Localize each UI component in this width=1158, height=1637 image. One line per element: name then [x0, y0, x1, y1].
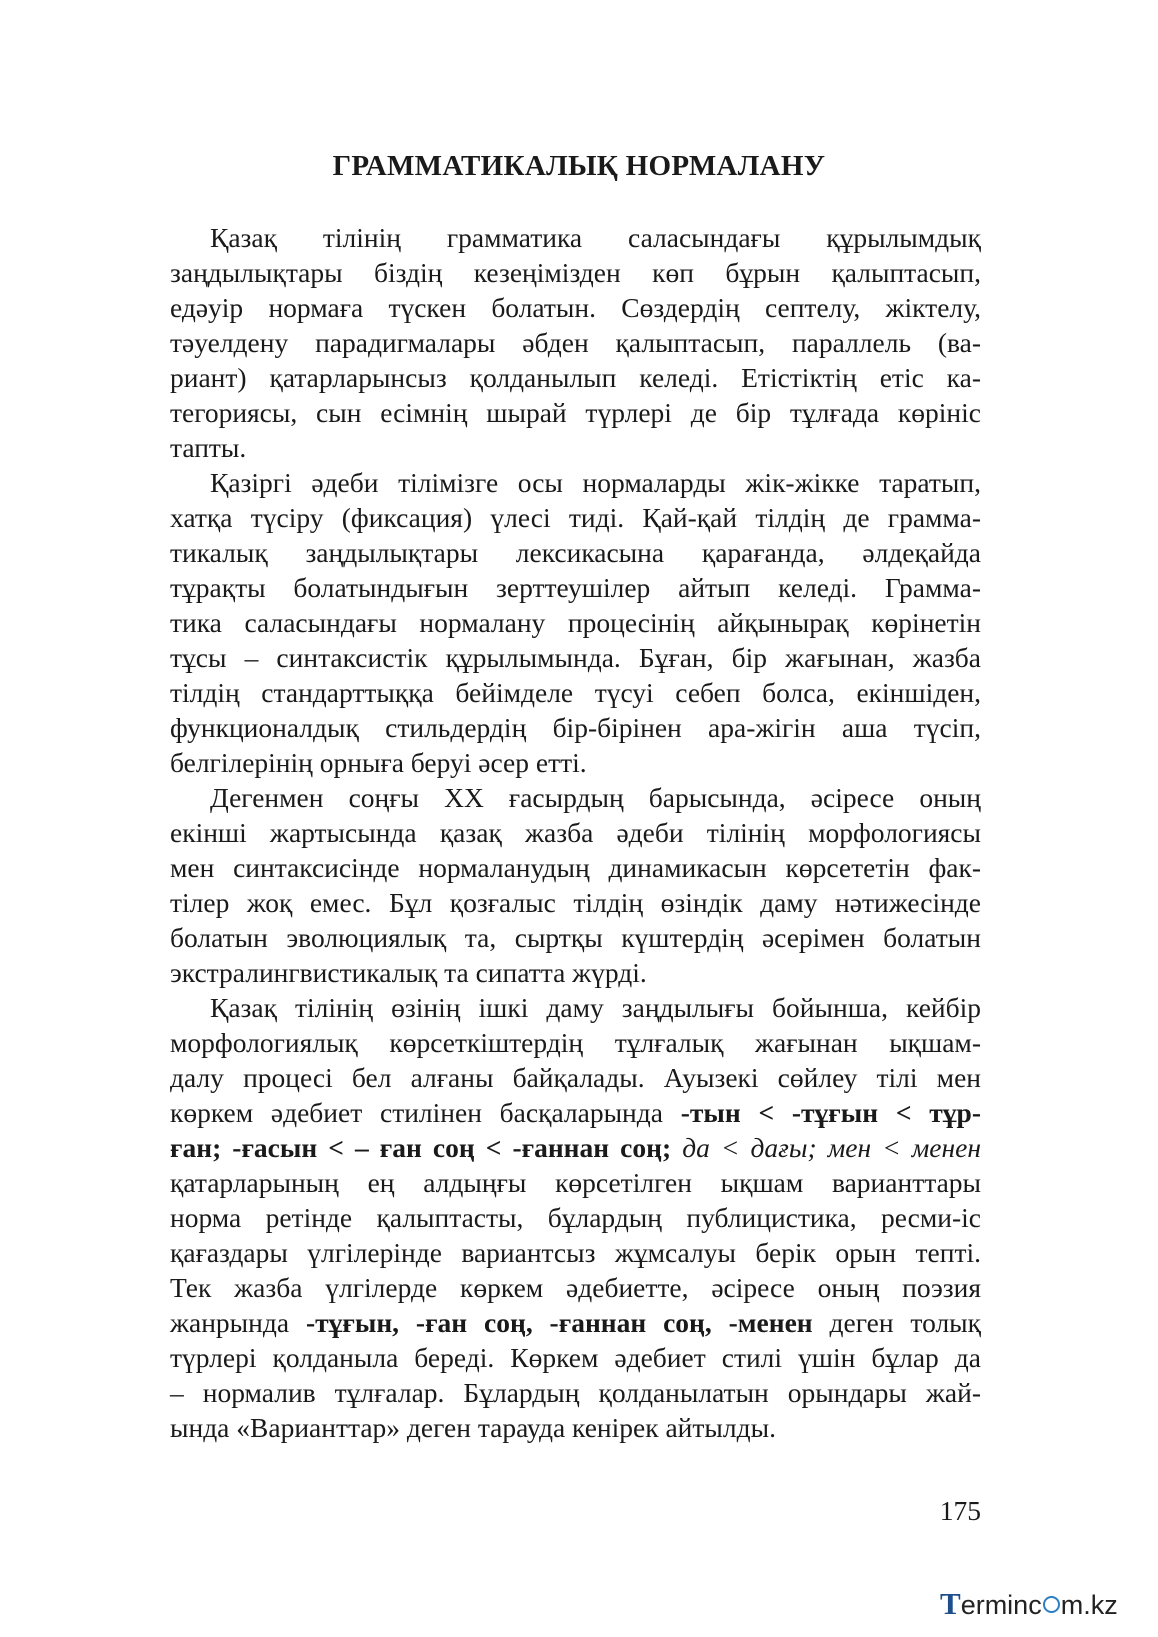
- text-line: заңдылықтары біздің кезеңімізден көп бұрын қалыптасып,: [170, 257, 981, 288]
- italic-suffix-text: да < дағы; мен < менен: [682, 1132, 982, 1163]
- text-line: функционалдық стильдердің бір-бірінен ара-жігін аша түсіп,: [170, 712, 981, 743]
- text-line: тілер жоқ емес. Бұл қозғалыс тілдің өзіндік даму нәтижесінде: [170, 887, 981, 918]
- text-line: [170, 1130, 981, 1165]
- watermark-text: erminc: [960, 1590, 1042, 1620]
- text-line: Қазіргі әдеби тілімізге осы нормаларды жік-жікке таратып,: [210, 467, 981, 498]
- text-line: тәуелдену парадигмалары әбден қалыптасып, параллель (ва-: [170, 327, 981, 358]
- text-line: тілдің стандарттыққа бейімделе түсуі себеп болса, екіншіден,: [170, 677, 981, 708]
- text-line: Қазақ тілінің өзінің ішкі даму заңдылығы бойынша, кейбір: [210, 992, 981, 1023]
- text-line: [170, 1305, 981, 1340]
- body-text: [170, 220, 981, 1445]
- page-title: ГРАММАТИКАЛЫҚ НОРМАЛАНУ: [332, 150, 826, 182]
- watermark-logo: [940, 1586, 1118, 1622]
- page-number: 175: [939, 1495, 981, 1526]
- bold-suffix-text: -тұғын, -ған соң, -ғаннан соң, -менен: [305, 1307, 813, 1338]
- text-line: мен синтаксисінде нормаланудың динамикасын көрсететін фак-: [170, 852, 981, 883]
- text-line: қағаздары үлгілерінде вариантсыз жұмсалуы берік орын тепті.: [170, 1237, 981, 1268]
- text-line: норма ретінде қалыптасты, бұлардың публицистика, ресми-іс: [170, 1202, 981, 1233]
- text-line: ында «Варианттар» деген тарауда кенірек айтылды.: [170, 1412, 776, 1443]
- text-line: [170, 1095, 981, 1130]
- text-segment: деген толық: [829, 1307, 982, 1338]
- text-segment: жанрында: [170, 1307, 290, 1338]
- watermark-t: T: [940, 1586, 961, 1621]
- text-line: тұрақты болатындығын зерттеушілер айтып келеді. Грамма-: [170, 572, 981, 603]
- text-line: түрлері қолданыла береді. Көркем әдебиет стилі үшін бұлар да: [170, 1342, 981, 1373]
- text-line: белгілерінің орнығa беруі әсер етті.: [170, 747, 587, 778]
- text-line: риант) қатарларынсыз қолданылып келеді. Етістіктің етіс ка-: [170, 362, 981, 393]
- text-line: едәуір нормаға түскен болатын. Сөздердің септелу, жіктелу,: [170, 292, 981, 323]
- text-line: қатарларының ең алдыңғы көрсетілген ықшам варианттары: [170, 1167, 981, 1198]
- text-line: тикалық заңдылықтары лексикасына қарағанда, әлдеқайда: [170, 537, 981, 568]
- text-line: Тек жазба үлгілерде көркем әдебиетте, әсіресе оның поэзия: [170, 1272, 981, 1303]
- text-line: далу процесі бел алғаны байқалады. Ауызекі сөйлеу тілі мен: [170, 1062, 981, 1093]
- text-line: болатын эволюциялық та, сыртқы күштердің әсерімен болатын: [170, 922, 981, 953]
- bold-suffix-text: ған; -ғасын < – ған соң < -ғаннан соң;: [170, 1132, 672, 1163]
- text-line: екінші жартысында қазақ жазба әдеби тілінің морфологиясы: [170, 817, 981, 848]
- text-line: тұсы – синтаксистік құрылымында. Бұған, бір жағынан, жазба: [170, 642, 981, 673]
- text-line: Дегенмен соңғы ХХ ғасырдың барысында, әсіресе оның: [210, 782, 981, 813]
- text-line: тегориясы, сын есімнің шырай түрлері де бір тұлғада көрініс: [170, 397, 981, 428]
- text-line: морфологиялық көрсеткіштердің тұлғалық жағынан ықшам-: [170, 1027, 981, 1058]
- watermark-text: m.kz: [1060, 1590, 1118, 1620]
- text-line: – нормалив тұлғалар. Бұлардың қолданылатын орындары жай-: [170, 1377, 981, 1408]
- text-line: тика саласындағы нормалану процесінің айқынырақ көрінетін: [170, 607, 981, 638]
- text-line: экстралингвистикалық та сипатта жүрді.: [170, 957, 647, 988]
- text-line: тапты.: [170, 432, 247, 463]
- text-line: хатқа түсіру (фиксация) үлесі тиді. Қай-қай тілдің де грамма-: [170, 502, 981, 533]
- text-line: Қазақ тілінің грамматика саласындағы құрылымдық: [210, 222, 981, 253]
- text-segment: көркем әдебиет стилінен басқаларында: [170, 1097, 663, 1128]
- bold-suffix-text: -тын < -тұғын < тұр-: [680, 1097, 981, 1128]
- circle-o-icon: [1043, 1596, 1060, 1613]
